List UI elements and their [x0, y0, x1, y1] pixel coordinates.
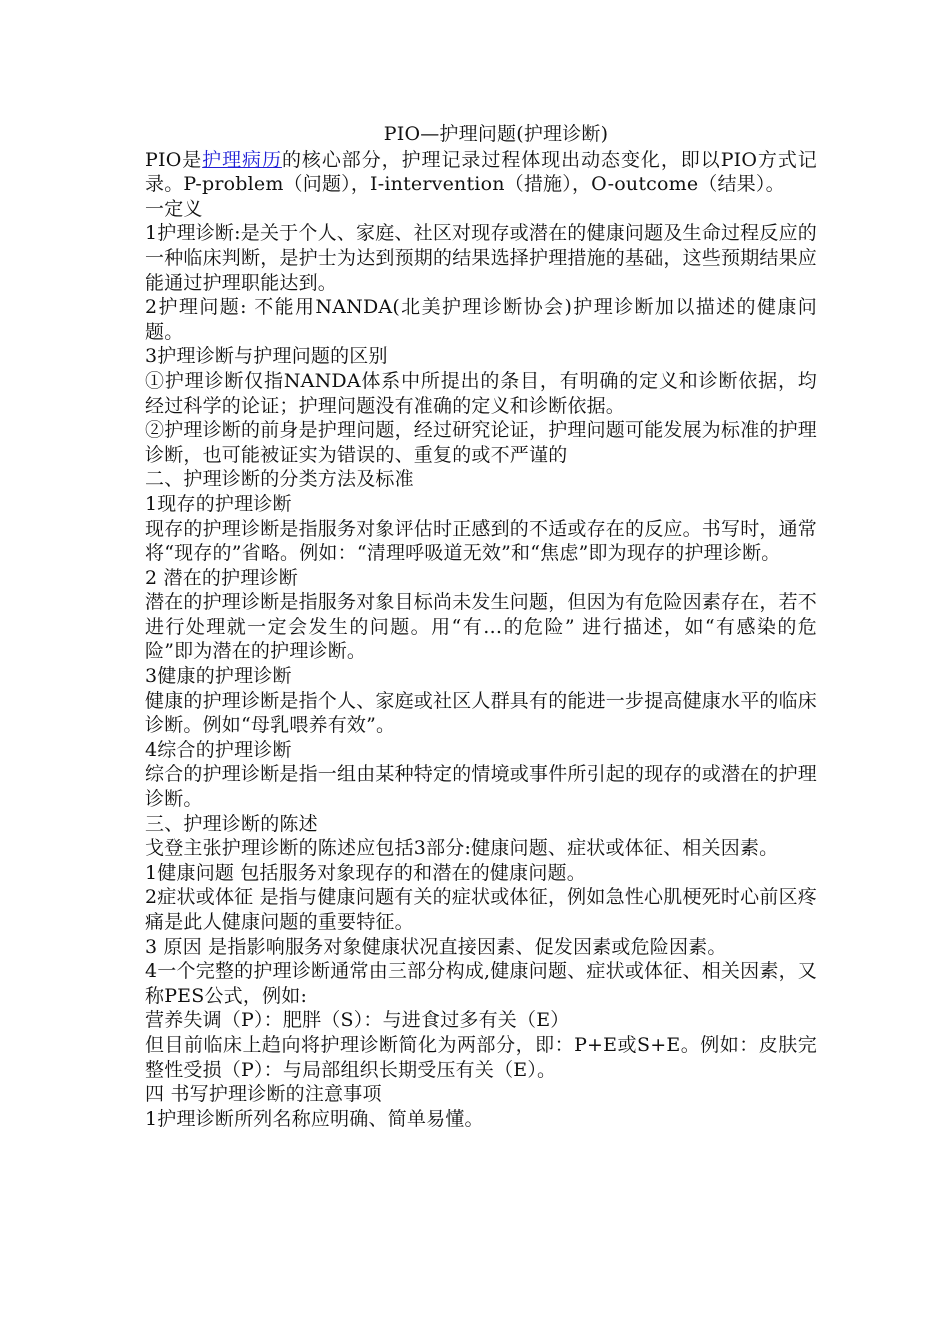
- paragraph-existing: 现存的护理诊断是指服务对象评估时正感到的不适或存在的反应。书写时，通常将“现存的”省略。例如：“清理呼吸道无效”和“焦虑”即为现存的护理诊断。: [145, 517, 818, 565]
- paragraph-cause: 3 原因 是指影响服务对象健康状况直接因素、促发因素或危险因素。: [145, 935, 727, 958]
- subheading-potential: 2 潜在的护理诊断: [145, 566, 298, 589]
- subheading-syndrome: 4综合的护理诊断: [145, 738, 292, 761]
- subheading-existing: 1现存的护理诊断: [145, 492, 292, 515]
- paragraph-difference-2: ②护理诊断的前身是护理问题，经过研究论证，护理问题可能发展为标准的护理诊断，也可能被证实为错误的、重复的或不严谨的: [145, 419, 818, 466]
- intro-paragraph: [145, 148, 817, 197]
- nursing-record-link[interactable]: 护理病历: [202, 148, 282, 171]
- paragraph-difference-1: ①护理诊断仅指NANDA体系中所提出的条目，有明确的定义和诊断依据，均经过科学的论证；护理问题没有准确的定义和诊断依据。: [145, 369, 817, 417]
- paragraph-potential: 潜在的护理诊断是指服务对象目标尚未发生问题，但因为有危险因素存在，若不进行处理就一定会发生的问题。用“有…的危险” 进行描述，如“有感染的危险”即为潜在的护理诊断。: [145, 591, 818, 663]
- paragraph-health-problem: 1健康问题 包括服务对象现存的和潜在的健康问题。: [145, 861, 586, 884]
- intro-text-pre: PIO是: [145, 148, 203, 171]
- section-heading-classification: 二、护理诊断的分类方法及标准: [145, 468, 414, 491]
- paragraph-simplified: 但目前临床上趋向将护理诊断简化为两部分，即：P+E或S+E。例如：皮肤完整性受损（P）：与局部组织长期受压有关（E）。: [145, 1033, 817, 1081]
- document-body: [145, 122, 817, 1131]
- paragraph-health: 健康的护理诊断是指个人、家庭或社区人群具有的能进一步提高健康水平的临床诊断。例如“母乳喂养有效”。: [145, 689, 818, 737]
- paragraph-pes: 4一个完整的护理诊断通常由三部分构成,健康问题、症状或体征、相关因素，又称PES公式，例如:: [145, 960, 817, 1007]
- section-heading-notes: 四 书写护理诊断的注意事项: [145, 1083, 382, 1106]
- paragraph-nursing-problem-definition: 2护理问题: 不能用NANDA(北美护理诊断协会)护理诊断加以描述的健康问题。: [145, 296, 817, 343]
- section-heading-definition: 一定义: [145, 197, 203, 220]
- paragraph-nursing-diagnosis-definition: 1护理诊断:是关于个人、家庭、社区对现存或潜在的健康问题及生命过程反应的一种临床判断，是护士为达到预期的结果选择护理措施的基础，这些预期结果应能通过护理职能达到。: [145, 222, 818, 294]
- paragraph-gordon: 戈登主张护理诊断的陈述应包括3部分:健康问题、症状或体征、相关因素。: [145, 837, 779, 860]
- paragraph-symptoms: 2症状或体征 是指与健康问题有关的症状或体征，例如急性心肌梗死时心前区疼痛是此人健康问题的重要特征。: [145, 886, 817, 933]
- paragraph-syndrome: 综合的护理诊断是指一组由某种特定的情境或事件所引起的现存的或潜在的护理诊断。: [145, 763, 818, 811]
- section-heading-statement: 三、护理诊断的陈述: [145, 812, 318, 835]
- intro-text-post: 的核心部分，护理记录过程体现出动态变化，即以PIO方式记录。P-problem（问题），I-intervention（措施），O-outcome（结果）。: [145, 148, 817, 196]
- paragraph-pes-example: 营养失调（P）：肥胖（S）：与进食过多有关（E）: [145, 1009, 570, 1032]
- paragraph-note-1: 1护理诊断所列名称应明确、简单易懂。: [145, 1107, 484, 1130]
- subheading-health: 3健康的护理诊断: [145, 665, 292, 688]
- subheading-difference: 3护理诊断与护理问题的区别: [145, 345, 388, 368]
- document-title: PIO—护理问题(护理诊断): [383, 123, 609, 145]
